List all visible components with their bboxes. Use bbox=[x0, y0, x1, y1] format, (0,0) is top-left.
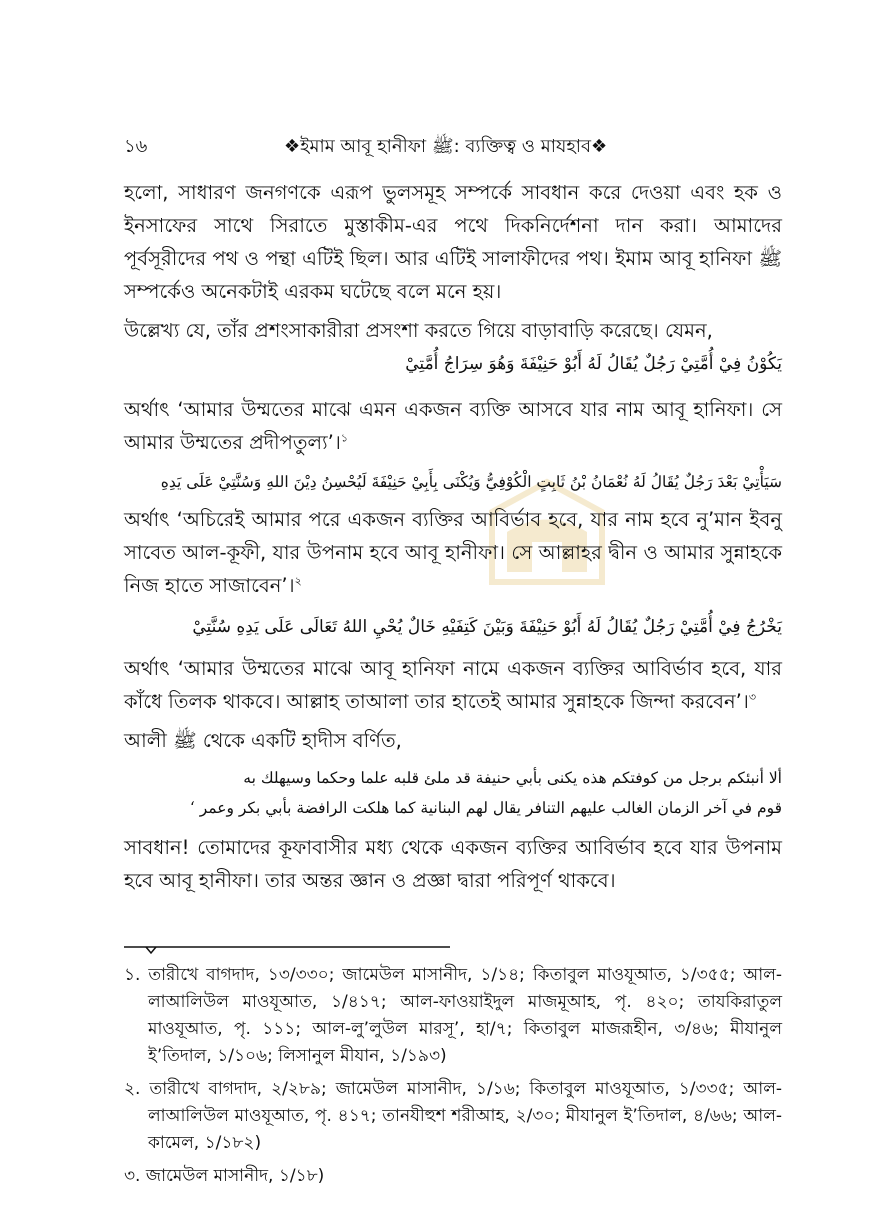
footnote-divider bbox=[124, 943, 450, 955]
arabic-hadith-2: سَيَأْتِيْ بَعْدَ رَجُلٌ يُقَالُ لَهُ نُعْمَانُ بْنُ ثَابِتٍ الْكُوْفِيُّ وَيُكْنَى بِأَبِيْ حَنِيْفَةَ لَيُحْسِنُ دِيْنَ اللهِ وَسُنَّتِيْ عَلَى يَدِهِ bbox=[160, 473, 782, 491]
footnote-ref-1[interactable]: ১ bbox=[340, 431, 348, 445]
footnote-ref-2[interactable]: ২ bbox=[294, 574, 302, 588]
paragraph-1: হলো, সাধারণ জনগণকে এরূপ ভুলসমূহ সম্পর্কে সাবধান করে দেওয়া এবং হক ও ইনসাফের সাথে সিরাতে মুস্তাকীম-এর পথে দিকনির্দেশনা দান করা। আমাদের পূর্বসূরীদের পথ ও পন্থা এটিই ছিল। আর এটিই সালাফীদের পথ। ইমাম আবূ হানিফা ﷺ সম্পর্কেও অনেকটাই এরকম ঘটেছে বলে মনে হয়। bbox=[124, 181, 782, 303]
arabic-hadith-3: يَخْرُجُ فِيْ أُمَّتِيْ رَجُلٌ يُقَالُ لَهُ أَبُوْ حَنِيْفَةَ وَبَيْنَ كَتِفَيْهِ خَالٌ يُحْيِ اللهُ تَعَالَى عَلَى يَدِهِ سُنَّتِيْ bbox=[192, 617, 782, 637]
footnote-2: ২. তারীখে বাগদাদ, ২/২৮৯; জামেউল মাসানীদ, ১/১৬; কিতাবুল মাওযূআত, ১/৩৩৫; আল-লাআলিউল মাওযূআত, পৃ. ৪১৭; তানযীহুশ শরীআহ, ২/৩০; মীযানুল ই’তিদাল, ৪/৬৬; আল-কামেল, ১/১৮২) bbox=[124, 1079, 782, 1153]
paragraph-6: আলী ﷺ থেকে একটি হাদীস বর্ণিত, bbox=[124, 729, 402, 752]
paragraph-5 bbox=[124, 652, 782, 718]
page-header bbox=[124, 134, 784, 160]
footnote-3: ৩. জামেউল মাসানীদ, ১/১৮) bbox=[124, 1166, 325, 1186]
paragraph-3-text: অর্থাৎ ‘আমার উম্মতের মাঝে এমন একজন ব্যক্তি আসবে যার নাম আবূ হানিফা। সে আমার উম্মতের প্রদীপতুল্য’। bbox=[124, 398, 782, 454]
arabic-hadith-1: يَكُوْنُ فِيْ أُمَّتِيْ رَجُلٌ يُقَالُ لَهُ أَبُوْ حَنِيْفَةَ وَهُوَ سِرَاجُ أُمَّتِيْ bbox=[405, 354, 782, 374]
paragraph-4 bbox=[124, 503, 782, 602]
paragraph-4-text: অর্থাৎ ‘অচিরেই আমার পরে একজন ব্যক্তির আবির্ভাব হবে, যার নাম হবে নু’মান ইবনু সাবেত আল-কূফী, যার উপনাম হবে আবূ হানীফা। সে আল্লাহর দ্বীন ও আমার সুন্নাহকে নিজ হাতে সাজাবেন’। bbox=[124, 508, 782, 597]
page-number: ১৬ bbox=[124, 136, 148, 157]
footnote-ref-3[interactable]: ৩ bbox=[748, 690, 756, 704]
footnote-1: ১. তারীখে বাগদাদ, ১৩/৩৩০; জামেউল মাসানীদ, ১/১৪; কিতাবুল মাওযূআত, ১/৩৫৫; আল-লাআলিউল মাওযূআত, ১/৪১৭; আল-ফাওয়াইদুল মাজমূআহ, পৃ. ৪২০; তাযকিরাতুল মাওযূআত, পৃ. ১১১; আল-লু’লুউল মারসূ’, হা/৭; কিতাবুল মাজরূহীন, ৩/৪৬; মীযানুল ই’তিদাল, ১/১০৬; লিসানুল মীযান, ১/১৯৩) bbox=[124, 965, 782, 1066]
paragraph-5-text: অর্থাৎ ‘আমার উম্মতের মাঝে আবূ হানিফা নামে একজন ব্যক্তির আবির্ভাব হবে, যার কাঁধে তিলক থাকবে। আল্লাহ তাআলা তার হাতেই আমার সুন্নাহকে জিন্দা করবেন’। bbox=[124, 657, 782, 713]
paragraph-7: সাবধান! তোমাদের কূফাবাসীর মধ্য থেকে একজন ব্যক্তির আবির্ভাব হবে যার উপনাম হবে আবূ হানীফা। তার অন্তর জ্ঞান ও প্রজ্ঞা দ্বারা পরিপূর্ণ থাকবে। bbox=[124, 836, 782, 892]
arabic-hadith-4-line-1: ألا أنبئكم برجل من كوفتكم هذه يكنى بأبي حنيفة قد ملئ قلبه علما وحكما وسيهلك به bbox=[243, 769, 782, 787]
running-title: ❖ইমাম আবূ হানীফা ﷺ: ব্যক্তিত্ব ও মাযহাব❖ bbox=[284, 136, 608, 157]
arabic-hadith-4-line-2: قوم في آخر الزمان الغالب عليهم التنافر يقال لهم البنانية كما هلكت الرافضة بأبي بكر وعمر ‘ bbox=[189, 799, 782, 817]
main-text bbox=[124, 176, 782, 897]
paragraph-2: উল্লেখ্য যে, তাঁর প্রশংসাকারীরা প্রসংশা করতে গিয়ে বাড়াবাড়ি করেছে। যেমন, bbox=[124, 319, 713, 342]
footnotes bbox=[124, 962, 782, 1196]
paragraph-3 bbox=[124, 393, 782, 459]
